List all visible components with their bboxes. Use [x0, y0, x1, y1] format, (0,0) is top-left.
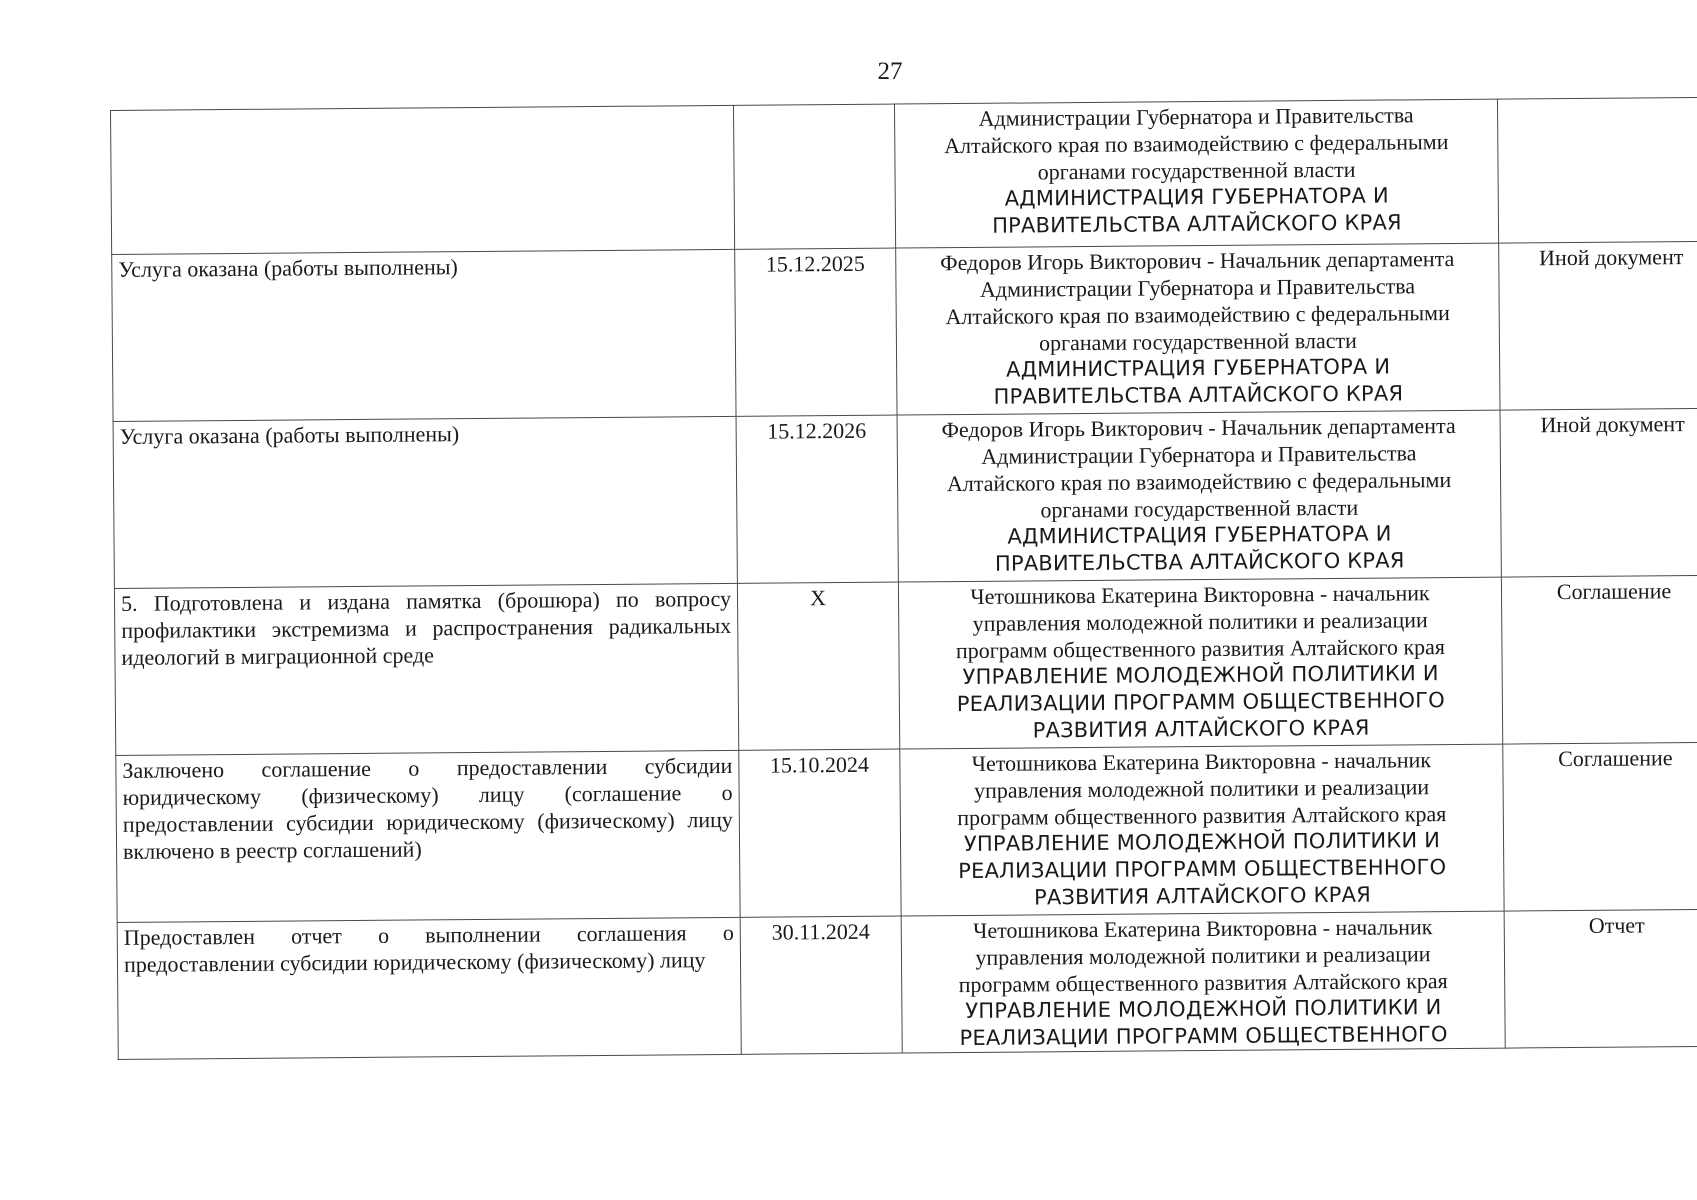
event-cell — [111, 105, 735, 254]
page-number: 27 — [877, 58, 903, 85]
event-cell: Услуга оказана (работы выполнены) — [113, 416, 737, 588]
responsible-cell — [898, 577, 1502, 749]
organization-line: РАЗВИТИЯ АЛТАЙСКОГО КРАЯ — [1033, 882, 1372, 910]
date-cell: 15.12.2026 — [736, 415, 898, 583]
event-cell: Предоставлен отчет о выполнении соглашения о предоставлении субсидии юридическому (физическому) лицу — [117, 917, 741, 1059]
responsible-line: Алтайского края по взаимодействию с федеральными — [945, 300, 1450, 330]
organization-line: РЕАЛИЗАЦИИ ПРОГРАММ ОБЩЕСТВЕННОГО — [956, 688, 1446, 717]
responsible-line: органами государственной власти — [1040, 494, 1359, 523]
responsible-line: органами государственной власти — [1038, 327, 1357, 356]
responsible-line: программ общественного развития Алтайского края — [955, 634, 1446, 664]
responsible-line: Федоров Игорь Викторович - Начальник департамента — [941, 412, 1456, 443]
event-cell: Услуга оказана (работы выполнены) — [112, 249, 736, 421]
document-type-cell: Соглашение — [1501, 575, 1697, 744]
document-type-cell: Соглашение — [1503, 742, 1697, 911]
date-cell: 30.11.2024 — [740, 916, 902, 1054]
organization-line: ПРАВИТЕЛЬСТВА АЛТАЙСКОГО КРАЯ — [992, 210, 1402, 238]
responsible-line: управления молодежной политики и реализации — [975, 941, 1431, 970]
responsible-line: Алтайского края по взаимодействию с федеральными — [944, 129, 1449, 159]
responsible-cell — [896, 243, 1500, 415]
organization-line: РАЗВИТИЯ АЛТАЙСКОГО КРАЯ — [1032, 715, 1370, 743]
document-type-cell — [1497, 97, 1697, 243]
date-cell: 15.12.2025 — [735, 248, 897, 416]
responsible-line: органами государственной власти — [1037, 156, 1356, 185]
date-cell: 15.10.2024 — [739, 749, 901, 917]
responsible-line: Четошникова Екатерина Викторовна - начальник — [972, 914, 1433, 943]
table-row — [117, 909, 1697, 1059]
document-type-cell: Иной документ — [1500, 408, 1697, 577]
organization-line: АДМИНИСТРАЦИЯ ГУБЕРНАТОРА И — [1005, 354, 1391, 382]
date-cell — [733, 104, 895, 249]
responsible-line: Четошникова Екатерина Викторовна - начальник — [971, 747, 1432, 776]
responsible-line: Администрации Губернатора и Правительства — [978, 102, 1414, 131]
plan-table — [110, 97, 1697, 1060]
responsible-cell — [900, 744, 1504, 916]
organization-line: АДМИНИСТРАЦИЯ ГУБЕРНАТОРА И — [1007, 521, 1392, 549]
responsible-cell — [897, 410, 1501, 582]
table-row — [111, 97, 1697, 254]
event-cell: Заключено соглашение о предоставлении субсидии юридическому (физическому) лицу (соглашение о предоставлении субсидии юридическому (физическому) лицу включено в реестр соглашений) — [116, 750, 740, 922]
responsible-line: управления молодежной политики и реализации — [973, 774, 1430, 803]
table-row — [112, 241, 1697, 421]
organization-line: УПРАВЛЕНИЕ МОЛОДЕЖНОЙ ПОЛИТИКИ И — [962, 661, 1439, 690]
responsible-line: управления молодежной политики и реализации — [972, 607, 1428, 636]
responsible-line: Администрации Губернатора и Правительства — [981, 440, 1417, 469]
organization-line: РЕАЛИЗАЦИИ ПРОГРАММ ОБЩЕСТВЕННОГО — [959, 1022, 1448, 1051]
document-type-cell: Отчет — [1504, 909, 1697, 1048]
date-cell: Х — [737, 582, 899, 750]
organization-line: УПРАВЛЕНИЕ МОЛОДЕЖНОЙ ПОЛИТИКИ И — [963, 828, 1441, 857]
responsible-line: программ общественного развития Алтайского края — [958, 968, 1448, 998]
organization-line: РЕАЛИЗАЦИИ ПРОГРАММ ОБЩЕСТВЕННОГО — [958, 855, 1447, 884]
table-row — [114, 575, 1697, 755]
document-type-cell: Иной документ — [1499, 241, 1697, 410]
organization-line: ПРАВИТЕЛЬСТВА АЛТАЙСКОГО КРАЯ — [993, 381, 1404, 409]
responsible-line: Алтайского края по взаимодействию с федеральными — [946, 467, 1452, 497]
organization-line: АДМИНИСТРАЦИЯ ГУБЕРНАТОРА И — [1004, 183, 1389, 211]
organization-line: ПРАВИТЕЛЬСТВА АЛТАЙСКОГО КРАЯ — [994, 548, 1405, 576]
responsible-line: Федоров Игорь Викторович - Начальник департамента — [940, 245, 1455, 276]
table-row — [116, 742, 1697, 922]
responsible-line: Администрации Губернатора и Правительства — [979, 273, 1416, 302]
organization-line: УПРАВЛЕНИЕ МОЛОДЕЖНОЙ ПОЛИТИКИ И — [965, 995, 1442, 1024]
responsible-cell — [901, 911, 1505, 1053]
responsible-line: программ общественного развития Алтайского края — [957, 801, 1447, 831]
event-cell: 5. Подготовлена и издана памятка (брошюра) по вопросу профилактики экстремизма и распространения радикальных идеологий в миграционной среде — [114, 583, 738, 755]
responsible-line: Четошникова Екатерина Викторовна - начальник — [970, 580, 1430, 609]
table-row — [113, 408, 1697, 588]
responsible-cell — [894, 99, 1498, 248]
